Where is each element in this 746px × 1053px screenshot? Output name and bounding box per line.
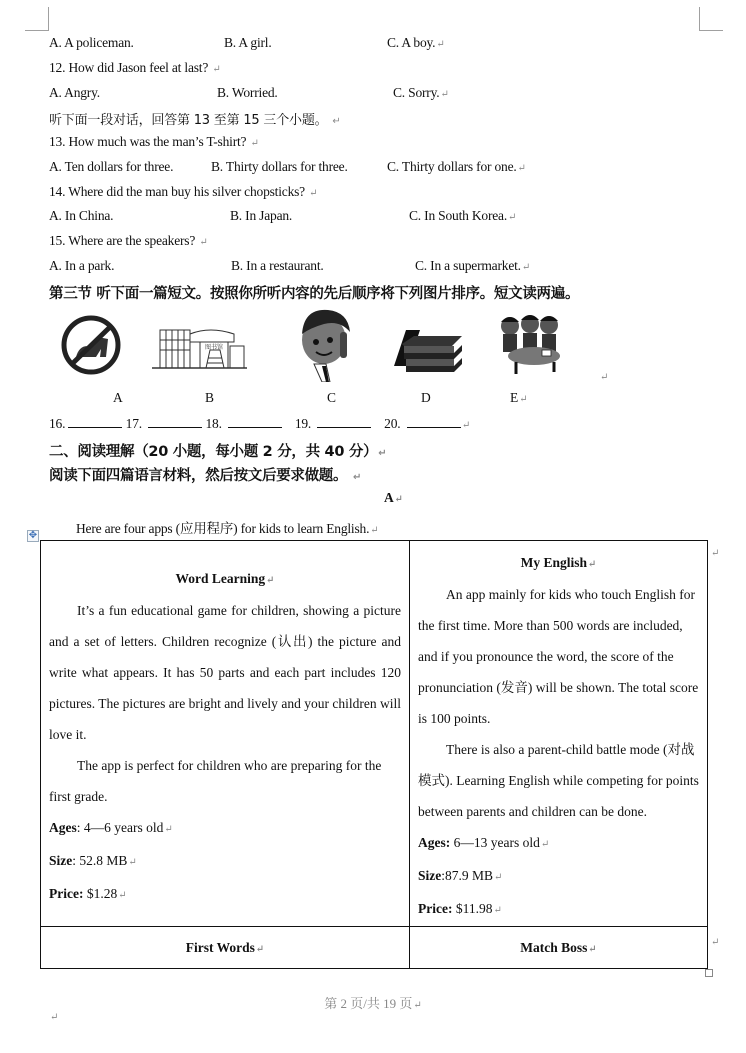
answer-blank-20[interactable] [407,415,461,428]
q14-option-a: A. In China. [49,208,114,223]
app-cell-first-words: First Words↵ [41,927,410,969]
svg-text:图书馆: 图书馆 [205,345,224,351]
q11-option-a: A. A policeman. [49,35,134,50]
q11-option-b: B. A girl. [224,35,272,50]
table-move-handle-icon[interactable]: ✥ [28,530,38,541]
page-corner-mark-right-v [699,7,700,30]
app-ages: Ages: 4—6 years old↵ [49,820,173,835]
app-cell-my-english [410,541,708,927]
app-price: Price: $1.28↵ [49,886,127,901]
no-high-heels-sign-icon [60,313,122,377]
instruction-13-15: 听下面一段对话，回答第 13 至第 15 三个小题。 ↵ [49,113,341,128]
app-description: It’s a fun educational game for children, showing a picture and a set of letters. Children recognize (认出) the picture and write what appears. It has 50 parts and each part includes 120 pictures. The pictures are bright and lively and your children will love it. [49,603,401,742]
app-title: My English↵ [520,555,597,570]
passage-intro: Here are four apps (应用程序) for kids to learn English.↵ [76,521,379,536]
answer-blank-17[interactable] [148,415,202,428]
page-footer: 第 2 页/共 19 页↵ [324,996,422,1011]
paragraph-mark: ↵ [50,1012,59,1023]
answer-blank-16[interactable] [68,415,122,428]
q14-options [49,208,649,226]
page-corner-mark-left-v [48,7,49,30]
passage-label: A↵ [384,490,403,505]
blank-label-19: 19. [294,416,312,431]
app-description: There is also a parent-child battle mode (对战模式). Learning English while competing for points between parents and children can be done. [418,742,699,819]
row-end-mark: ↵ [711,548,720,559]
app-size: Size: 52.8 MB↵ [49,853,137,868]
q12-question: 12. How did Jason feel at last? ↵ [49,60,221,75]
blank-label-18: 18. [205,416,222,431]
app-cell-word-learning [41,541,410,927]
app-price: Price: $11.98↵ [418,901,502,916]
library-building-icon [152,322,247,372]
q12-options [49,85,649,103]
picture-label-d: D [421,390,431,405]
picture-label-b: B [205,390,215,405]
q15-options [49,258,649,276]
q14-option-b: B. In Japan. [230,208,293,223]
answer-blank-19[interactable] [317,415,371,428]
picture-label-e: E↵ [510,390,528,405]
section3-heading: 第三节 听下面一篇短文。按照你所听内容的先后顺序将下列图片排序。短文读两遍。 [49,286,580,302]
q13-option-a: A. Ten dollars for three. [49,159,174,174]
q13-option-b: B. Thirty dollars for three. [211,159,348,174]
app-description: The app is perfect for children who are preparing for the first grade. [49,758,382,804]
q11-option-c: C. A boy.↵ [387,35,445,50]
app-description: An app mainly for kids who touch English for the first time. More than 500 words are included, and if you pronounce the word, the score of the pronunciation (发音) will be shown. The total score is 100 points. [418,587,699,726]
blank-label-20: 20. [384,416,401,431]
boy-on-phone-icon [296,306,358,382]
app-size: Size:87.9 MB↵ [418,868,503,883]
q15-option-a: A. In a park. [49,258,115,273]
part2-heading: 二、阅读理解（20 小题，每小题 2 分，共 40 分）↵ [49,444,387,460]
answer-blank-18[interactable] [228,415,282,428]
q12-option-c: C. Sorry.↵ [393,85,449,100]
answer-blanks: 16. 17. 18. 19. 20. ↵ [49,416,470,431]
apps-table [40,540,708,969]
app-ages: Ages: 6—13 years old↵ [418,835,550,850]
app-cell-match-boss: Match Boss↵ [410,927,708,969]
app-title: Word Learning↵ [175,571,275,586]
blank-label-17: 17. [125,416,142,431]
q15-question: 15. Where are the speakers? ↵ [49,233,208,248]
table-resize-handle[interactable] [705,969,713,977]
q13-question: 13. How much was the man’s T-shirt? ↵ [49,134,259,149]
row-end-mark: ↵ [711,937,720,948]
q11-options [49,35,649,53]
part2-instruction: 阅读下面四篇语言材料，然后按文后要求做题。 ↵ [49,468,362,484]
picture-label-c: C [327,390,337,405]
children-at-table-icon [498,312,562,376]
blank-label-16: 16. [49,416,66,431]
page-corner-mark-left-h [25,30,49,31]
q14-question: 14. Where did the man buy his silver chopsticks? ↵ [49,184,318,199]
picture-label-a: A [113,390,123,405]
q13-options [49,159,649,177]
page-corner-mark-right-h [699,30,723,31]
paragraph-mark: ↵ [600,372,609,383]
q15-option-c: C. In a supermarket.↵ [415,258,531,273]
q14-option-c: C. In South Korea.↵ [409,208,517,223]
q12-option-b: B. Worried. [217,85,278,100]
q15-option-b: B. In a restaurant. [231,258,324,273]
q12-option-a: A. Angry. [49,85,100,100]
stack-of-books-icon [392,326,464,374]
q13-option-c: C. Thirty dollars for one.↵ [387,159,526,174]
